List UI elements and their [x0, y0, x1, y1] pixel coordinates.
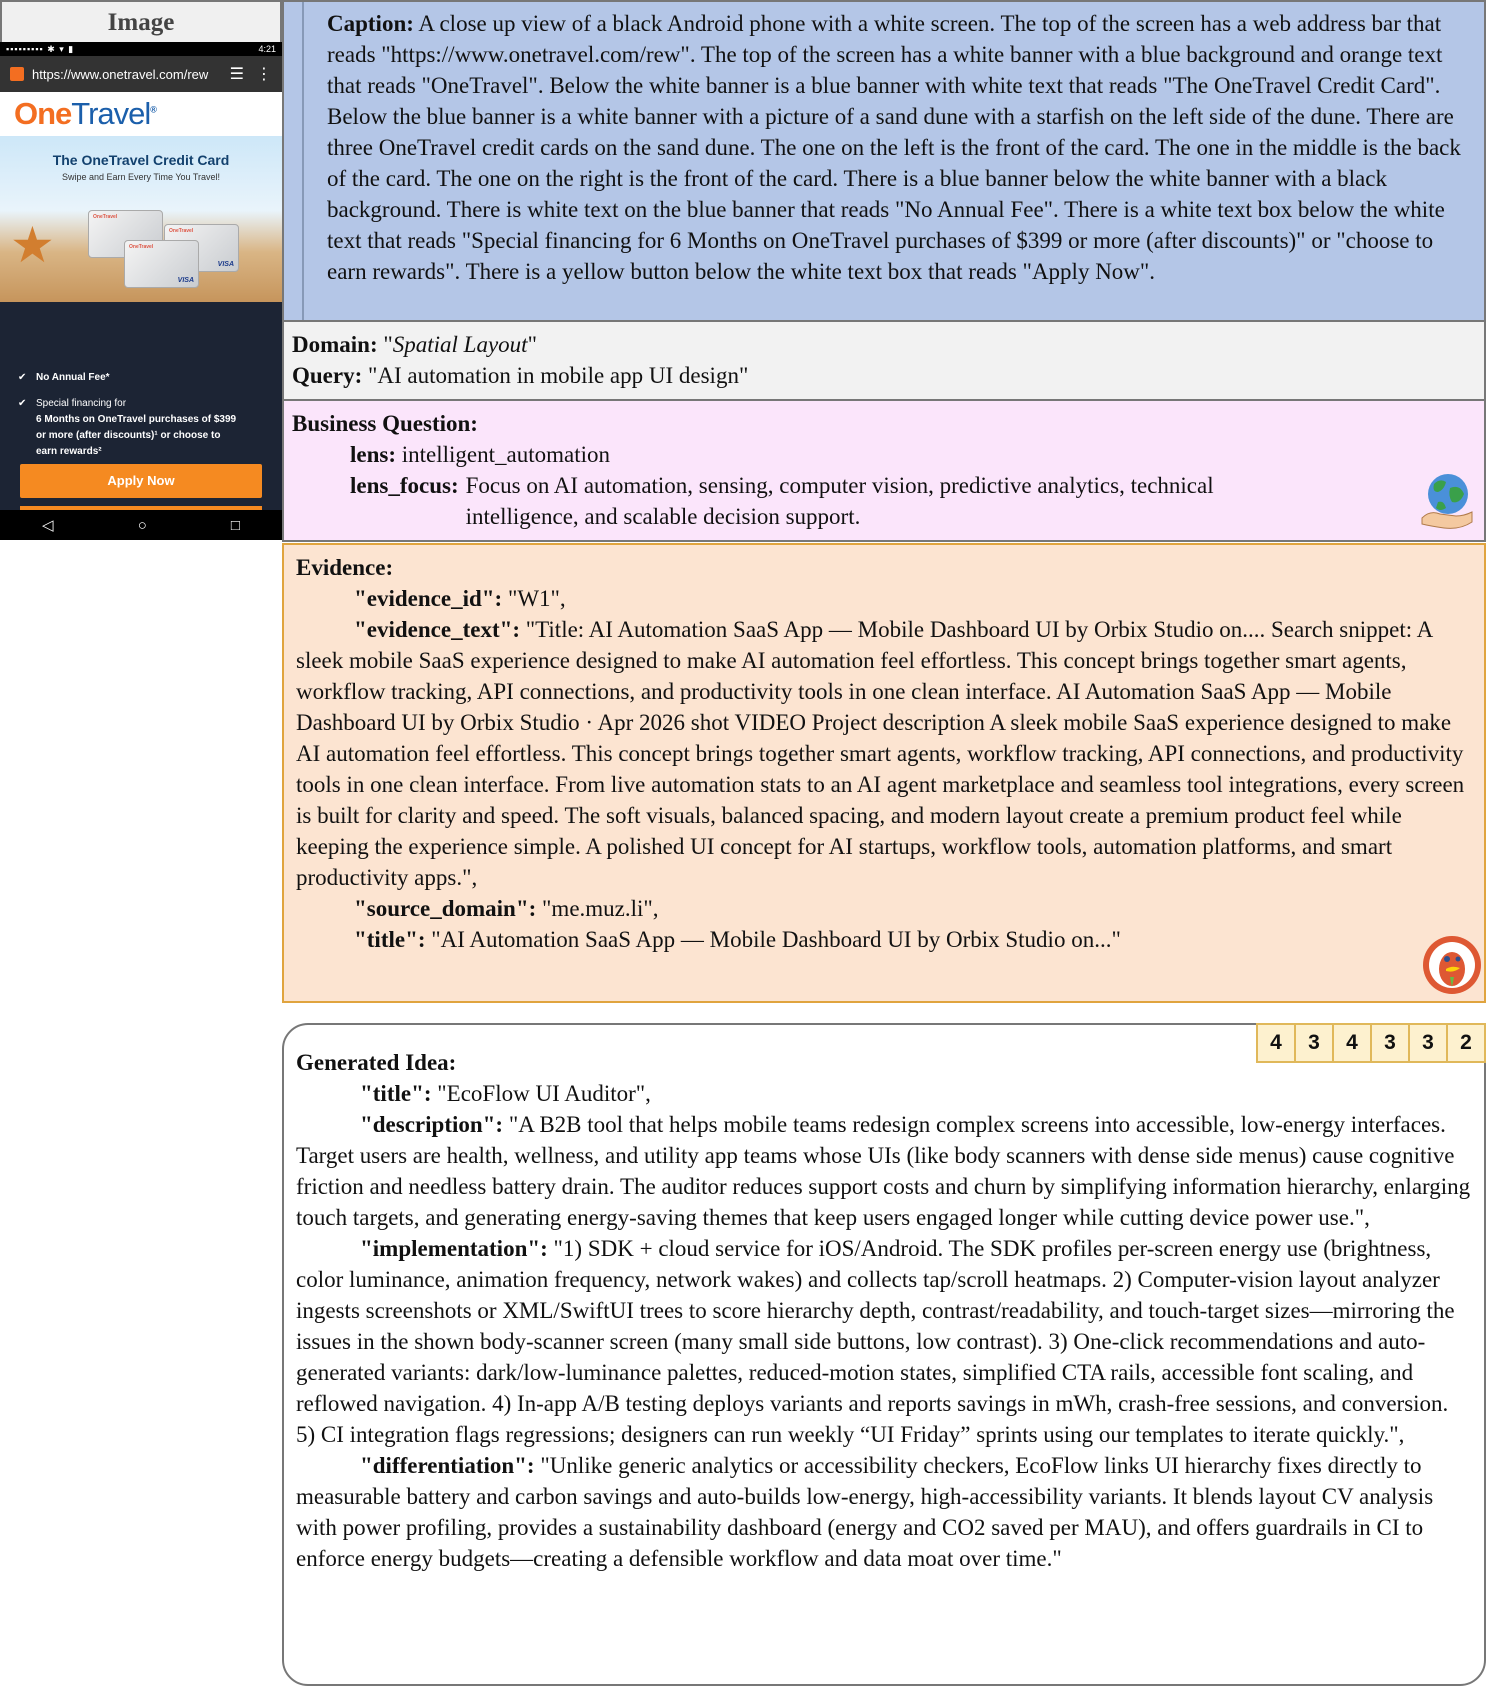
lens-focus-value: Focus on AI automation, sensing, computer vision, predictive analytics, technical intelligence, and scalable decision support. — [465, 473, 1214, 529]
hero-subtitle: Swipe and Earn Every Time You Travel! — [61, 172, 221, 182]
check-icon: ✔ — [18, 372, 27, 383]
caption-stripe — [284, 2, 304, 320]
back-icon[interactable]: ◁ — [42, 517, 54, 534]
benefit-no-annual-fee — [18, 370, 264, 386]
lens-row — [292, 439, 1476, 470]
caption-label: Caption: — [327, 11, 414, 36]
recents-icon[interactable]: □ — [230, 516, 240, 534]
domain-panel — [282, 322, 1486, 401]
idea-title-value: "EcoFlow UI Auditor", — [431, 1081, 651, 1106]
tabs-icon[interactable]: ☰ — [229, 66, 244, 83]
phone-screenshot — [0, 42, 282, 540]
url-text[interactable]: https://www.onetravel.com/rew — [32, 66, 209, 82]
logo-travel: Travel — [71, 96, 151, 131]
source-domain-row — [296, 893, 1472, 924]
score-cell: 4 — [1256, 1023, 1296, 1063]
generated-idea-panel — [282, 1023, 1486, 1686]
domain-open-quote: " — [377, 332, 393, 357]
globe-hand-icon — [1420, 472, 1474, 532]
idea-title-row — [296, 1078, 1472, 1109]
evidence-label: Evidence: — [296, 555, 394, 580]
query-label: Query: — [292, 363, 369, 388]
query-value: "AI automation in mobile app UI design" — [368, 363, 749, 388]
score-cell: 3 — [1370, 1023, 1410, 1063]
evidence-title-value: "AI Automation SaaS App — Mobile Dashboard UI by Orbix Studio on..." — [425, 927, 1121, 952]
query-row — [292, 360, 1476, 391]
evidence-text-value: "Title: AI Automation SaaS App — Mobile Dashboard UI by Orbix Studio on.... Search snippet: A sleek mobile SaaS experience designed to make AI automation feel effortless. This concept brings together smart agents, workflow tracking, API connections, and productivity tools in one clean interface. AI Automation SaaS App — Mobile Dashboard UI by Orbix Studio · Apr 2026 shot VIDEO Project description A sleek mobile SaaS experience designed to make AI automation feel effortless. This concept brings together smart agents, workflow tracking, API connections, and productivity tools in one clean interface. From live automation stats to an AI agent marketplace and seamless tool integrations, every screen is built for clarity and speed. The soft visuals, balanced spacing, and modern layout create a premium product feel while keeping the experience simple. A polished UI concept for AI startups, workflow tools, automation platforms, and smart productivity apps.", — [296, 617, 1465, 890]
idea-description-value: "A B2B tool that helps mobile teams redesign complex screens into accessible, low-energy interfaces. Target users are health, wellness, and utility app teams whose UIs (like body scanners with dense side menus) cause cognitive friction and needless battery drain. The auditor reduces support costs and churn by simplifying information hierarchy, enlarging touch targets, and generating energy-saving themes that keep users engaged longer while cutting device power use.", — [296, 1112, 1471, 1230]
evidence-id-key: "evidence_id": — [354, 586, 503, 611]
benefit-label: No Annual Fee* — [36, 372, 110, 383]
evidence-text-row — [296, 614, 1472, 893]
card-brand: OneTravel — [169, 228, 194, 234]
status-bar — [0, 42, 282, 56]
benefit-intro: Special financing for — [36, 398, 127, 409]
evidence-panel — [282, 543, 1486, 1003]
idea-implementation-row — [296, 1233, 1472, 1450]
evidence-id-row — [296, 583, 1472, 614]
score-cell: 4 — [1332, 1023, 1372, 1063]
notification-icons: ▪▪▪▪▪▪▪▪▪ ✱ ▾ ▮ — [6, 43, 75, 54]
favicon-icon — [10, 67, 24, 81]
evidence-text-key: "evidence_text": — [354, 617, 521, 642]
lens-key: lens: — [350, 442, 396, 467]
lens-value: intelligent_automation — [396, 442, 610, 467]
domain-row — [292, 329, 1476, 360]
logo-one: One — [14, 96, 72, 131]
onetravel-logo[interactable] — [0, 92, 282, 136]
source-domain-value: "me.muz.li", — [536, 896, 659, 921]
starfish-icon: ★ — [10, 217, 55, 273]
idea-differentiation-row — [296, 1450, 1472, 1574]
hero-banner — [0, 136, 282, 302]
score-row — [1258, 1023, 1486, 1063]
generated-idea-label: Generated Idea: — [296, 1050, 457, 1075]
business-question-label: Business Question: — [292, 411, 478, 436]
score-cell: 2 — [1446, 1023, 1486, 1063]
evidence-id-value: "W1", — [502, 586, 566, 611]
card-network: VISA — [217, 261, 234, 268]
check-icon: ✔ — [18, 398, 27, 409]
logo-mark: ® — [150, 104, 156, 115]
idea-differentiation-value: "Unlike generic analytics or accessibility checkers, EcoFlow links UI hierarchy fixes directly to measurable battery and carbon savings and auto-builds low-energy, high-accessibility variants. It blends layout CV analysis with power profiling, provides a sustainability dashboard (energy and CO2 saved per MAU), and offers guardrails in CI to enforce energy budgets—creating a defensible workflow and data moat over time." — [296, 1453, 1434, 1571]
score-cell: 3 — [1294, 1023, 1334, 1063]
lens-focus-key: lens_focus: — [350, 473, 459, 498]
domain-value: Spatial Layout — [392, 332, 528, 357]
idea-implementation-value: "1) SDK + cloud service for iOS/Android. The SDK profiles per-screen energy use (brightness, color luminance, animation frequency, network wakes) and collects tap/scroll heatmaps. 2) Computer-vision layout analyzer ingests screenshots or XML/SwiftUI trees to score hierarchy depth, contrast/readability, and touch-target sizes—mirroring the issues in the shown body-scanner screen (many small side buttons, low contrast). 3) One-click recommendations and auto-generated variants: dark/low-luminance palettes, reduced-motion states, simplified CTA rails, accessible font scaling, and reflowed navigation. 4) In-app A/B testing deploys variants and reports savings in mWh, crash-free sessions, and conversion. 5) CI integration flags regressions; designers can run weekly “UI Friday” sprints using our templates to iterate quickly.", — [296, 1236, 1455, 1447]
evidence-title-key: "title": — [354, 927, 426, 952]
image-header: Image — [0, 0, 282, 42]
hero-title: The OneTravel Credit Card — [52, 152, 230, 168]
browser-url-bar[interactable] — [0, 56, 282, 92]
card-brand: OneTravel — [129, 244, 154, 250]
caption-text: A close up view of a black Android phone with a white screen. The top of the screen has a web address bar that reads "https://www.onetravel.com/rew". The top of the screen has a white banner with a blue background and orange text that reads "OneTravel". Below the white banner is a blue banner with white text that reads "The OneTravel Credit Card". Below the blue banner is a white banner with a picture of a sand dune with a starfish on the left side of the dune. There are three OneTravel credit cards on the sand dune. The one on the left is the front of the card. The one in the middle is the back of the card. The one on the right is the front of the card. There is a blue banner below the white banner with a black background. There is white text on the blue banner that reads "No Annual Fee". There is a white text box below the white text that reads "Special financing for 6 Months on OneTravel purchases of $399 or more (after discounts)" or "choose to earn rewards". There is a yellow button below the white text box that reads "Apply Now". — [327, 11, 1461, 284]
duckduckgo-icon — [1422, 935, 1482, 995]
card-brand: OneTravel — [93, 214, 118, 220]
benefit-special-financing — [18, 396, 264, 460]
android-nav-bar — [0, 510, 282, 540]
idea-description-key: "description": — [360, 1112, 504, 1137]
status-time: 4:21 — [258, 44, 276, 54]
benefit-detail: 6 Months on OneTravel purchases of $399 or more (after discounts)¹ or choose to earn rewards² — [36, 414, 237, 457]
idea-title-key: "title": — [360, 1081, 432, 1106]
domain-label: Domain: — [292, 332, 378, 357]
score-cell: 3 — [1408, 1023, 1448, 1063]
source-domain-key: "source_domain": — [354, 896, 537, 921]
home-icon[interactable]: ○ — [137, 516, 147, 534]
idea-description-row — [296, 1109, 1472, 1233]
idea-differentiation-key: "differentiation": — [360, 1453, 535, 1478]
lens-focus-row — [292, 470, 1476, 532]
caption-panel — [282, 0, 1486, 322]
credit-card-middle — [124, 240, 199, 288]
apply-now-button[interactable]: Apply Now — [20, 464, 262, 498]
domain-close-quote: " — [527, 332, 537, 357]
evidence-title-row — [296, 924, 1472, 955]
menu-icon[interactable]: ⋮ — [256, 66, 272, 83]
business-question-panel — [282, 401, 1486, 542]
idea-implementation-key: "implementation": — [360, 1236, 548, 1261]
card-network: VISA — [177, 277, 194, 284]
